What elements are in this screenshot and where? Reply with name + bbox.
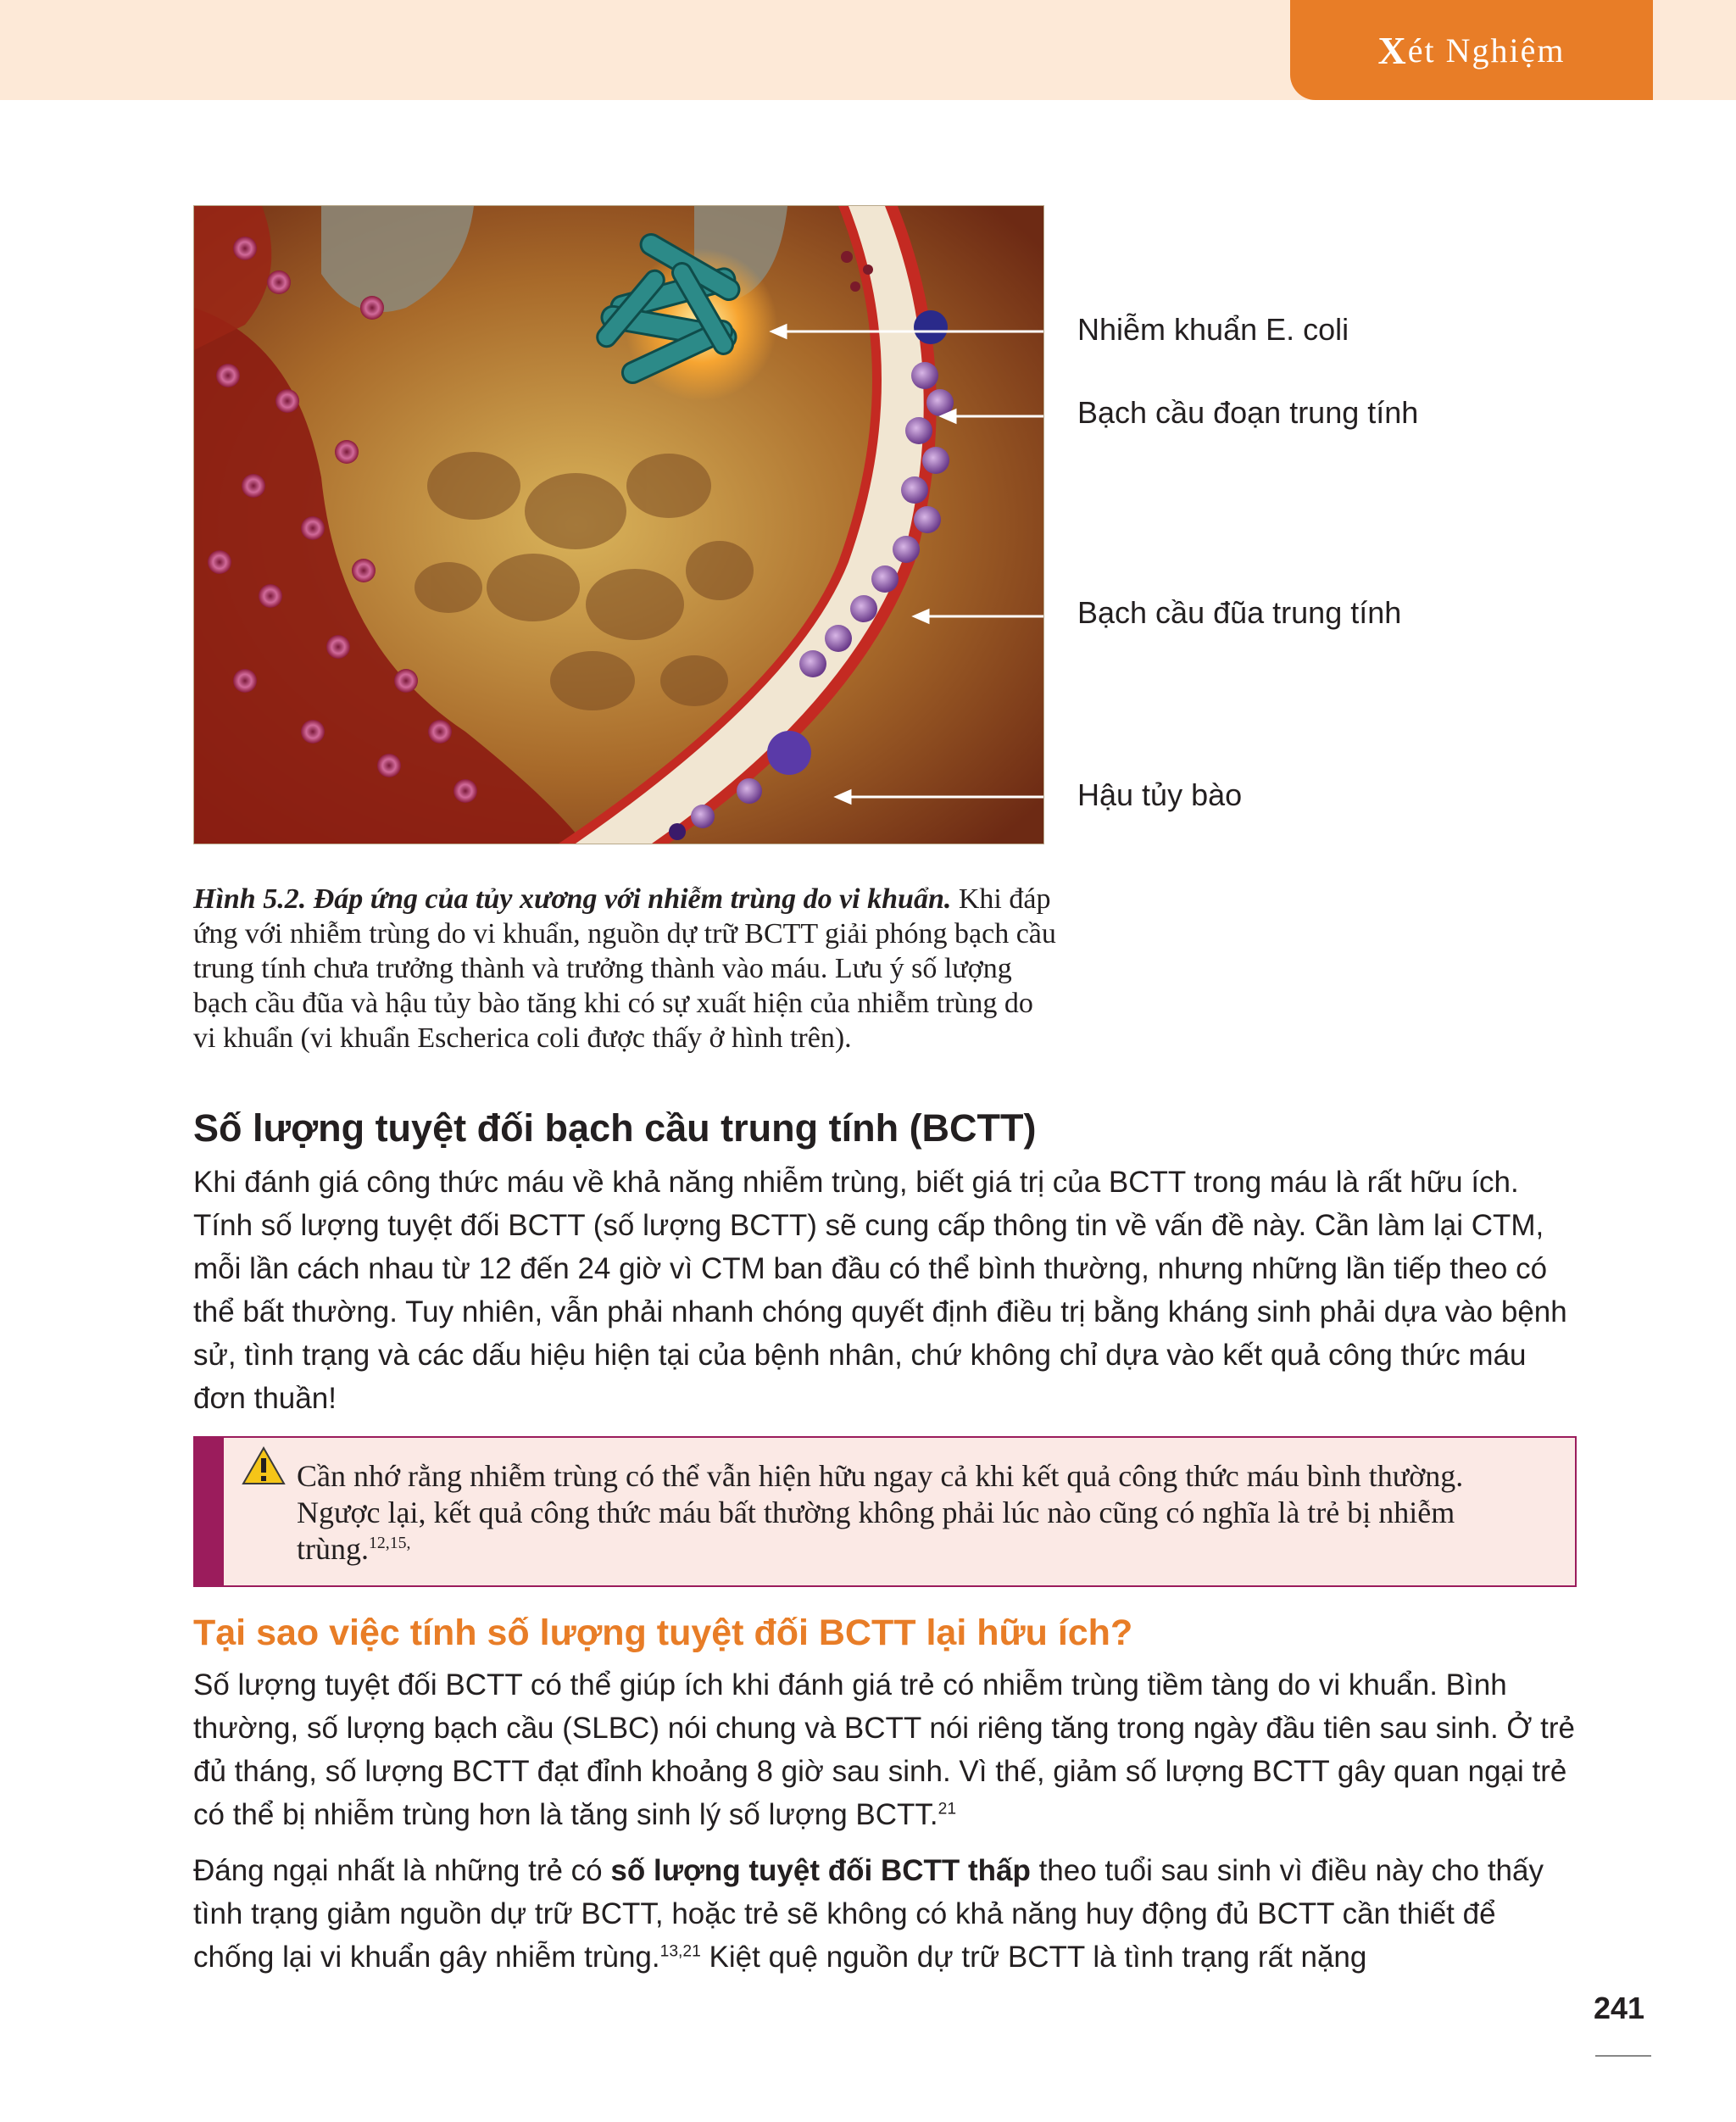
chapter-tab-title: ét Nghiệm [1407, 31, 1566, 70]
chapter-tab [1290, 0, 1653, 100]
section-body-why [193, 1663, 1583, 1979]
reminder-note [193, 1436, 1577, 1587]
caption-title: Hình 5.2. Đáp ứng của tủy xương với nhiễm trùng do vi khuẩn. [193, 883, 952, 915]
page-number: 241 [1594, 1991, 1645, 2025]
figure-caption [193, 882, 1058, 1055]
label-e-coli: Nhiễm khuẩn E. coli [1077, 312, 1349, 347]
chapter-tab-initial: X [1377, 28, 1408, 72]
paragraph-text: Số lượng tuyệt đối BCTT có thể giúp ích khi đánh giá trẻ có nhiễm trùng tiềm tàng do vi khuẩn. Bình thường, số lượng bạch cầu (SLBC) nói chung và BCTT nói riêng tăng trong ngày đầu tiên sau sinh. Ở trẻ đủ tháng, số lượng BCTT đạt đỉnh khoảng 8 giờ sau sinh. Vì thế, giảm số lượng BCTT gây quan ngại trẻ có thể bị nhiễm trùng hơn là tăng sinh lý số lượng BCTT. [193, 1668, 1575, 1831]
citation: 21 [938, 1800, 957, 1818]
section-body-anc [193, 1161, 1583, 1420]
caption-body: Khi đáp ứng với nhiễm trùng do vi khuẩn, nguồn dự trữ BCTT giải phóng bạch cầu trung tính chưa trưởng thành và trưởng thành vào máu. Lưu ý số lượng bạch cầu đũa và hậu tủy bào tăng khi có sự xuất hiện của nhiễm trùng do vi khuẩn (vi khuẩn Escherica coli được thấy ở hình trên). [193, 883, 1056, 1054]
paragraph [193, 1663, 1583, 1836]
section-heading-anc: Số lượng tuyệt đối bạch cầu trung tính (BCTT) [193, 1106, 1037, 1150]
citation: 13,21 [659, 1942, 701, 1961]
note-body: Cần nhớ rằng nhiễm trùng có thể vẫn hiện hữu ngay cả khi kết quả công thức máu bình thường. Ngược lại, kết quả công thức máu bất thường không phải lúc nào cũng có nghĩa là trẻ bị nhiễm trùng. [297, 1459, 1464, 1566]
note-citation: 12,15, [369, 1534, 411, 1552]
note-text [297, 1458, 1543, 1568]
warning-icon [242, 1446, 286, 1485]
paragraph-text: Đáng ngại nhất là những trẻ có [193, 1854, 611, 1887]
paragraph: Khi đánh giá công thức máu về khả năng nhiễm trùng, biết giá trị của BCTT trong máu là rất hữu ích. Tính số lượng tuyệt đối BCTT (số lượng BCTT) sẽ cung cấp thông tin về vấn đề này. Cần làm lại CTM, mỗi lần cách nhau từ 12 đến 24 giờ vì CTM ban đầu có thể bình thường, nhưng những lần tiếp theo có thể bất thường. Tuy nhiên, vẫn phải nhanh chóng quyết định điều trị bằng kháng sinh phải dựa vào bệnh sử, tình trạng và các dấu hiệu hiện tại của bệnh nhân, chứ không chỉ dựa vào kết quả công thức máu đơn thuần! [193, 1166, 1567, 1415]
note-accent-bar [195, 1438, 224, 1585]
label-metamyelocyte: Hậu tủy bào [1077, 777, 1243, 812]
bone-marrow-illustration [193, 205, 1044, 844]
section-heading-why: Tại sao việc tính số lượng tuyệt đối BCTT lại hữu ích? [193, 1612, 1133, 1653]
emphasis-text: số lượng tuyệt đối BCTT thấp [610, 1854, 1031, 1887]
paragraph-text: theo tuổi sau sinh vì điều này cho thấy tình trạng giảm nguồn dự trữ BCTT, hoặc trẻ sẽ không có khả năng huy động đủ BCTT cần thiết để chống lại vi khuẩn gây nhiễm trùng. [193, 1854, 1544, 1974]
page-number-rule [1595, 2055, 1651, 2057]
paragraph [193, 1849, 1583, 1979]
label-segmented-neutrophil: Bạch cầu đoạn trung tính [1077, 395, 1419, 430]
paragraph-text: Kiệt quệ nguồn dự trữ BCTT là tình trạng rất nặng [700, 1941, 1367, 1974]
label-band-neutrophil: Bạch cầu đũa trung tính [1077, 595, 1402, 630]
